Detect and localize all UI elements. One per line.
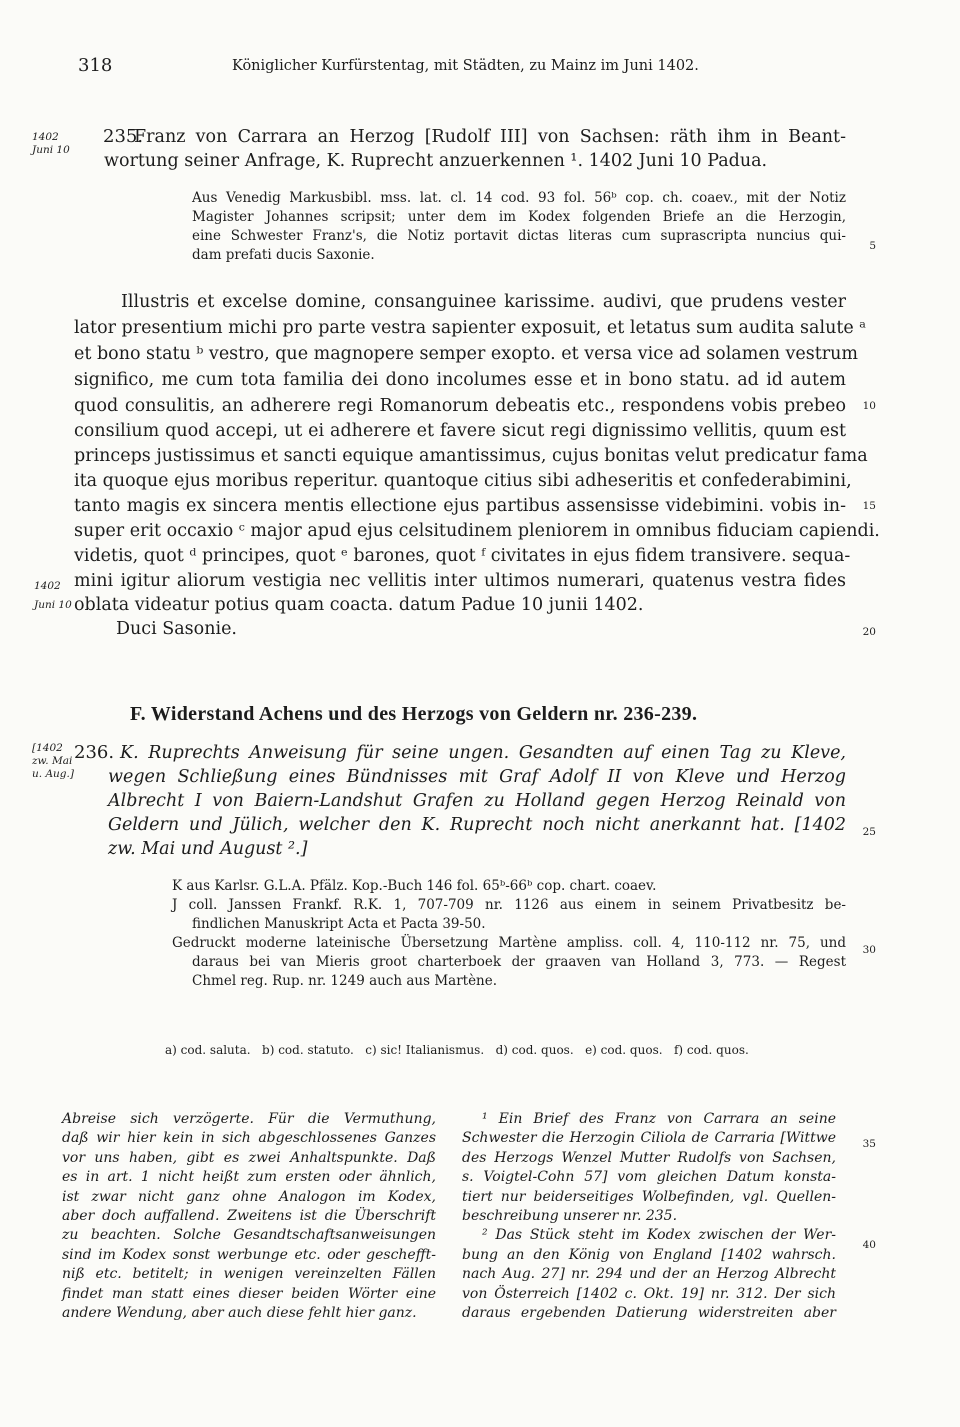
- line-number-10: 10: [862, 400, 876, 412]
- doc-number-235: 235.: [103, 126, 144, 147]
- line-number-35: 35: [862, 1138, 876, 1150]
- margin-date-235-lower: 1402 Juni 10: [34, 580, 72, 611]
- section-heading: F. Widerstand Achens und des Herzogs von Geldern nr. 236-239.: [130, 703, 698, 725]
- source-note-235: Aus Venedig Markusbibl. mss. lat. cl. 14 cod. 93 fol. 56ᵇ cop. ch. coaev., mit der Notiz Magister Johannes scripsit; unter dem im Kodex folgenden Briefe an die Herzogin, eine Schwester Franz's, die Notiz portavit dictas literas cum suprascripta nuncius qui- dam prefati ducis Saxonie.: [192, 190, 846, 263]
- notes-right-column: ¹ Ein Brief des Franz von Carrara an seine Schwester die Herzogin Ciliola de Carraria [Wittwe des Herzogs Wenzel Mutter Rudolfs von Sachsen, s. Voigtel-Cohn 57] vom gleichen Datum konsta- tiert nur beiderseitiges Wolbefinden, vgl. Quellen- beschreibung unserer nr. 235. ² Das Stück steht im Kodex zwischen der Wer- bung an den König von England [1402 wahrsch. nach Aug. 27] nr. 294 und der an Herzog Albrecht von Österreich [1402 c. Okt. 19] nr. 312. Der sich daraus ergebenden Datierung widerstreiten aber: [462, 1111, 836, 1322]
- critical-apparatus: a) cod. saluta. b) cod. statuto. c) sic! Italianismus. d) cod. quos. e) cod. quos. f) cod. quos.: [165, 1043, 749, 1057]
- margin-date-236: [1402 zw. Mai u. Aug.]: [32, 742, 74, 780]
- notes-left-column: Abreise sich verzögerte. Für die Vermuthung, daß wir hier kein in sich abgeschlossenes Ganzes vor uns haben, gibt es zwei Anhaltspunkte. Daß es in art. 1 nicht heißt zum ersten oder ähnlich, ist zwar nicht ganz ohne Analogon im Kodex, aber doch auffallend. Zweitens ist die Überschrift zu beachten. Solche Gesandtschaftsanweisungen sind im Kodex sonst werbunge etc. oder geschefft- niß etc. betitelt; in wenigen vereinzelten Fällen findet man statt eines dieser beiden Wörter eine andere Wendung, aber auch diese fehlt hier ganz.: [62, 1111, 436, 1322]
- doc-title-235: Franz von Carrara an Herzog [Rudolf III] von Sachsen: räth ihm in Beant- wortung seiner Anfrage, K. Ruprecht anzuerkennen ¹. 1402 Juni 10 Padua.: [104, 127, 846, 171]
- source-note-236: K aus Karlsr. G.L.A. Pfälz. Kop.-Buch 146 fol. 65ᵇ-66ᵇ cop. chart. coaev. J coll. Janssen Frankf. R.K. 1, 707-709 nr. 1126 aus einem in seinem Privatbesitz be- findlichen Manuskript Acta et Pacta 39-50. Gedruckt moderne lateinische Übersetzung Martène ampliss. coll. 4, 110-112 nr. 75, und daraus bei van Mieris groot charterboek der graaven van Holland 3, 773. — Regest Chmel reg. Rup. nr. 1249 auch aus Martène.: [172, 878, 846, 989]
- letter-text-235: Illustris et excelse domine, consanguinee karissime. audivi, que prudens vester lator presentium michi pro parte vestra sapienter exposuit, et letatus sum audita salute ᵃ et bono statu ᵇ vestro, que magnopere semper exopto. et versa vice ad solamen vestrum significo, me cum tota familia dei dono incolumes esse et in bono statu. ad id autem quod consulitis, an adherere regi Romanorum debeatis etc., respondens vobis prebeo consilium quod accepi, ut ei adherere et favere sicut regi dignissimo vellitis, quum est princeps justissimus et sancti equique amantissimus, cujus bonitas velut predicatur fama ita quoque ejus moribus reperitur. quantoque citius sibi adheseritis et confederabimini, tanto magis ex sincera mentis ellectione ejus partibus assensisse videbimini. vobis in- super erit occaxio ᶜ major apud ejus celsitudinem pleniorem in omnibus fiduciam capiendi. videtis, quot ᵈ principes, quot ᵉ barones, quot ᶠ civitates in ejus fidem transivere. sequa- mini igitur aliorum vestigia nec vellitis inter ultimos numerari, quatenus vestra fides oblata videatur potius quam coacta. datum Padue 10 junii 1402. Duci Sasonie.: [74, 292, 880, 639]
- line-number-25: 25: [862, 826, 876, 838]
- line-number-5: 5: [869, 240, 876, 252]
- line-number-15: 15: [862, 500, 876, 512]
- page-number: 318: [78, 55, 113, 76]
- line-number-30: 30: [862, 944, 876, 956]
- margin-date-235: 1402 Juni 10: [32, 131, 70, 156]
- running-title: Königlicher Kurfürstentag, mit Städten, zu Mainz im Juni 1402.: [232, 58, 699, 74]
- line-number-40: 40: [862, 1239, 876, 1251]
- line-number-20: 20: [862, 626, 876, 638]
- doc-title-236: K. Ruprechts Anweisung für seine ungen. Gesandten auf einen Tag zu Kleve, wegen Schließung eines Bündnisses mit Graf Adolf II von Kleve und Herzog Albrecht I von Baiern-Landshut Grafen zu Holland gegen Herzog Reinald von Geldern und Jülich, welcher den K. Ruprecht noch nicht anerkannt hat. [1402 zw. Mai und August ².]: [108, 743, 846, 859]
- doc-number-236: 236.: [74, 742, 115, 763]
